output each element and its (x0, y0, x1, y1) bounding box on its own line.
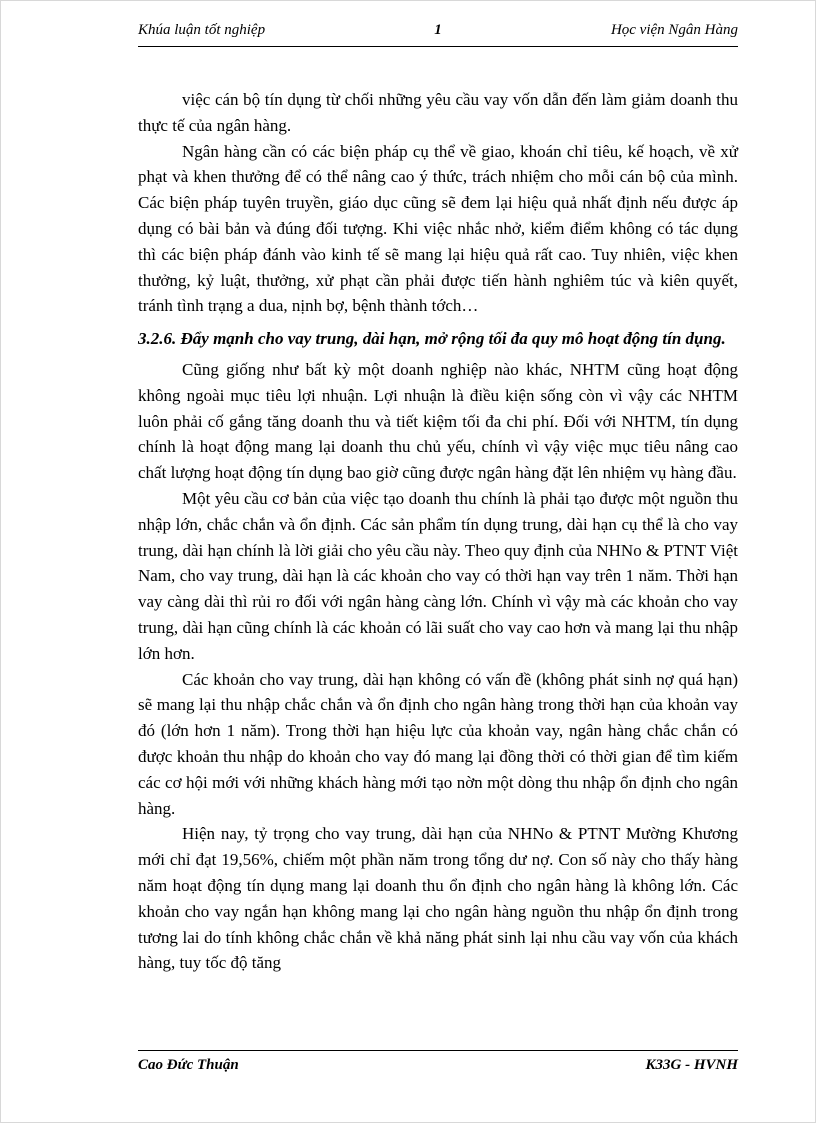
page-footer (138, 1050, 738, 1074)
footer-class-code: K33G - HVNH (645, 1057, 738, 1073)
body-paragraph: Ngân hàng cần có các biện pháp cụ thể về giao, khoán chỉ tiêu, kế hoạch, về xử phạt và khen thưởng để có thể nâng cao ý thức, trách nhiệm cho mỗi cán bộ của mình. Các biện pháp tuyên truyền, giáo dục cũng sẽ đem lại hiệu quả nhất định nếu được áp dụng có bài bản và đúng đối tượng. Khi việc nhắc nhở, kiểm điểm không có tác dụng thì các biện pháp đánh vào kinh tế sẽ mang lại hiệu quả rất cao. Tuy nhiên, việc khen thưởng, kỷ luật, thưởng, xử phạt cần phải được tiến hành nghiêm túc và kiên quyết, tránh tình trạng a dua, nịnh bợ, bệnh thành tớch… (138, 141, 738, 316)
document-body (138, 87, 738, 976)
section-heading: 3.2.6. Đẩy mạnh cho vay trung, dài hạn, mở rộng tối đa quy mô hoạt động tín dụng. (138, 329, 726, 349)
body-paragraph: Một yêu cầu cơ bản của việc tạo doanh thu chính là phải tạo được một nguồn thu nhập lớn, chắc chắn và ổn định. Các sản phẩm tín dụng trung, dài hạn cụ thể là cho vay trung, dài hạn chính là lời giải cho yêu cầu này. Theo quy định của NHNo & PTNT Việt Nam, cho vay trung, dài hạn là các khoản cho vay có thời hạn vay trên 1 năm. Thời hạn vay càng dài thì rủi ro đối với ngân hàng càng lớn. Chính vì vậy mà các khoản cho vay trung, dài hạn cũng chính là các khoản có lãi suất cho vay cao hơn và mang lại thu nhập lớn hơn. (138, 488, 738, 663)
body-paragraph: việc cán bộ tín dụng từ chối những yêu cầu vay vốn dẫn đến làm giảm doanh thu thực tế của ngân hàng. (138, 90, 738, 135)
body-paragraph: Cũng giống như bất kỳ một doanh nghiệp nào khác, NHTM cũng hoạt động không ngoài mục tiêu lợi nhuận. Lợi nhuận là điều kiện sống còn vì vậy các NHTM luôn phải cố gắng tăng doanh thu và tiết kiệm tối đa chi phí. Đối với NHTM, tín dụng chính là hoạt động mang lại doanh thu chủ yếu, chính vì vậy việc mục tiêu nâng cao chất lượng hoạt động tín dụng bao giờ cũng được ngân hàng đặt lên nhiệm vụ hàng đầu. (138, 359, 738, 483)
footer-author: Cao Đức Thuận (138, 1057, 239, 1073)
body-paragraph: Hiện nay, tỷ trọng cho vay trung, dài hạn của NHNo & PTNT Mường Khương mới chỉ đạt 19,56%, chiếm một phần năm trong tổng dư nợ. Con số này cho thấy hàng năm hoạt động tín dụng mang lại doanh thu ổn định cho ngân hàng là không lớn. Các khoản cho vay ngắn hạn không mang lại cho ngân hàng nguồn thu nhập ổn định trong tương lai do tính không chắc chắn về khả năng phát sinh lại nhu cầu vay vốn của khách hàng, tuy tốc độ tăng (138, 824, 738, 973)
page-header (138, 22, 738, 47)
header-institution: Học viện Ngân Hàng (610, 22, 738, 38)
body-paragraph: Các khoản cho vay trung, dài hạn không có vấn đề (không phát sinh nợ quá hạn) sẽ mang lại thu nhập chắc chắn và ổn định cho ngân hàng trong thời hạn của khoản vay đó (lớn hơn 1 năm). Trong thời hạn hiệu lực của khoản vay, ngân hàng chắc chắn có được khoản thu nhập do khoản cho vay đó mang lại đồng thời có thời gian để tìm kiếm các cơ hội mới với những khách hàng mới tạo nờn một dòng thu nhập ổn định cho ngân hàng. (138, 669, 738, 818)
page-number: 1 (434, 22, 442, 38)
header-document-title: Khúa luận tốt nghiệp (138, 22, 266, 38)
